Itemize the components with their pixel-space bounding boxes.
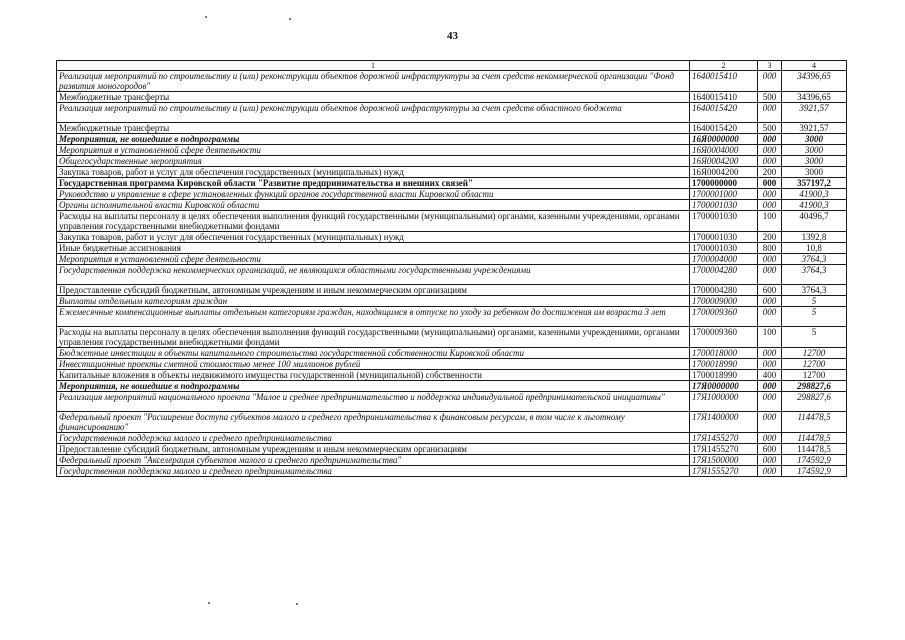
table-row (57, 307, 847, 327)
row-amount-cell: 12700 (782, 348, 847, 359)
row-amount-cell: 41900,3 (782, 200, 847, 211)
row-code-cell: 1700018000 (690, 348, 758, 359)
row-code-cell: 16Я0000000 (690, 134, 758, 145)
row-code-cell: 1700001030 (690, 200, 758, 211)
row-code-cell: 17Я1555270 (690, 466, 758, 477)
row-code-cell: 17Я1455270 (690, 444, 758, 455)
table-row (57, 327, 847, 348)
table-row (57, 134, 847, 145)
table-row (57, 189, 847, 200)
table-row (57, 123, 847, 134)
row-code-cell: 1640015410 (690, 92, 758, 103)
table-row (57, 412, 847, 433)
row-amount-cell: 3000 (782, 167, 847, 178)
row-code-cell: 1640015420 (690, 123, 758, 134)
table-row (57, 285, 847, 296)
row-code-cell: 1700018990 (690, 359, 758, 370)
row-type-cell: 000 (758, 455, 782, 466)
row-amount-cell: 3921,57 (782, 123, 847, 134)
row-amount-cell: 34396,65 (782, 71, 847, 92)
row-code-cell: 1700001030 (690, 232, 758, 243)
table-row (57, 433, 847, 444)
row-amount-cell: 1392,8 (782, 232, 847, 243)
scan-speck (296, 603, 298, 605)
row-amount-cell: 174592,9 (782, 466, 847, 477)
row-amount-cell: 3000 (782, 134, 847, 145)
row-code-cell: 17Я1455270 (690, 433, 758, 444)
row-name-cell: Бюджетные инвестиции в объекты капитального строительства государственной собственности Кировской области (57, 348, 690, 359)
row-type-cell: 400 (758, 370, 782, 381)
table-row (57, 92, 847, 103)
table-row (57, 200, 847, 211)
header-cell-2: 2 (690, 61, 758, 71)
row-amount-cell: 12700 (782, 370, 847, 381)
table-row (57, 103, 847, 123)
table-row (57, 359, 847, 370)
table-row (57, 254, 847, 265)
row-name-cell: Реализация мероприятий по строительству и (или) реконструкции объектов дорожной инфраструктуры за счет средств некоммерческой организации "Фонд развития моногородов" (57, 71, 690, 92)
row-amount-cell: 298827,6 (782, 381, 847, 392)
table-row (57, 444, 847, 455)
table-header-row (57, 61, 847, 71)
row-amount-cell: 357197,2 (782, 178, 847, 189)
row-type-cell: 000 (758, 265, 782, 285)
row-amount-cell: 3000 (782, 156, 847, 167)
row-name-cell: Межбюджетные трансферты (57, 123, 690, 134)
row-type-cell: 200 (758, 167, 782, 178)
table-row (57, 178, 847, 189)
row-type-cell: 000 (758, 412, 782, 433)
row-amount-cell: 10,8 (782, 243, 847, 254)
row-name-cell: Расходы на выплаты персоналу в целях обеспечения выполнения функций государственными (муниципальными) органами, казенными учреждениями, органами управления государственными внебюджетными фондами (57, 327, 690, 348)
row-name-cell: Капитальные вложения в объекты недвижимого имущества государственной (муниципальной) собственности (57, 370, 690, 381)
row-type-cell: 000 (758, 71, 782, 92)
row-name-cell: Руководство и управление в сфере установленных функций органов государственной власти Кировской области (57, 189, 690, 200)
row-name-cell: Расходы на выплаты персоналу в целях обеспечения выполнения функций государственными (муниципальными) органами, казенными учреждениями, органами управления государственными внебюджетными фондами (57, 211, 690, 232)
row-name-cell: Федеральный проект "Акселерация субъектов малого и среднего предпринимательства" (57, 455, 690, 466)
scan-speck (289, 18, 291, 20)
row-type-cell: 000 (758, 433, 782, 444)
table-row (57, 71, 847, 92)
row-type-cell: 000 (758, 348, 782, 359)
row-amount-cell: 5 (782, 296, 847, 307)
table-row (57, 370, 847, 381)
row-name-cell: Предоставление субсидий бюджетным, автономным учреждениям и иным некоммерческим организациям (57, 444, 690, 455)
row-name-cell: Федеральный проект "Расширение доступа субъектов малого и среднего предпринимательства к финансовым ресурсам, в том числе к льготному финансированию" (57, 412, 690, 433)
row-name-cell: Закупка товаров, работ и услуг для обеспечения государственных (муниципальных) нужд (57, 232, 690, 243)
row-amount-cell: 3000 (782, 145, 847, 156)
row-name-cell: Инвестиционные проекты сметной стоимостью менее 100 миллионов рублей (57, 359, 690, 370)
row-type-cell: 000 (758, 466, 782, 477)
row-code-cell: 16Я0004000 (690, 145, 758, 156)
budget-table (56, 60, 847, 477)
row-code-cell: 1700004280 (690, 285, 758, 296)
row-amount-cell: 174592,9 (782, 455, 847, 466)
table-row (57, 232, 847, 243)
row-type-cell: 200 (758, 232, 782, 243)
header-cell-1: 1 (57, 61, 690, 71)
row-type-cell: 000 (758, 381, 782, 392)
row-name-cell: Мероприятия в установленной сфере деятельности (57, 145, 690, 156)
page-number: 43 (447, 30, 458, 42)
row-type-cell: 000 (758, 189, 782, 200)
table-row (57, 156, 847, 167)
table-row (57, 211, 847, 232)
row-code-cell: 1700004000 (690, 254, 758, 265)
row-code-cell: 17Я1400000 (690, 412, 758, 433)
row-name-cell: Мероприятия в установленной сфере деятельности (57, 254, 690, 265)
row-type-cell: 000 (758, 200, 782, 211)
row-name-cell: Государственная поддержка малого и среднего предпринимательства (57, 466, 690, 477)
table-row (57, 392, 847, 412)
row-code-cell: 1700009360 (690, 327, 758, 348)
table-row (57, 381, 847, 392)
row-name-cell: Органы исполнительной власти Кировской области (57, 200, 690, 211)
row-type-cell: 000 (758, 392, 782, 412)
table-row (57, 265, 847, 285)
row-type-cell: 100 (758, 211, 782, 232)
row-name-cell: Реализация мероприятий национального проекта "Малое и среднее предпринимательство и поддержка индивидуальной предпринимательской инициативы" (57, 392, 690, 412)
row-name-cell: Межбюджетные трансферты (57, 92, 690, 103)
row-type-cell: 000 (758, 134, 782, 145)
row-amount-cell: 298827,6 (782, 392, 847, 412)
row-name-cell: Ежемесячные компенсационные выплаты отдельным категориям граждан, находящимся в отпуске по уходу за ребенком до достижения им возраста 3 лет (57, 307, 690, 327)
row-name-cell: Государственная поддержка некоммерческих организаций, не являющихся областными государственными учреждениями (57, 265, 690, 285)
row-name-cell: Мероприятия, не вошедшие в подпрограммы (57, 381, 690, 392)
row-amount-cell: 5 (782, 327, 847, 348)
row-amount-cell: 3764,3 (782, 254, 847, 265)
table-row (57, 145, 847, 156)
table-row (57, 296, 847, 307)
row-type-cell: 000 (758, 307, 782, 327)
header-cell-4: 4 (782, 61, 847, 71)
row-type-cell: 500 (758, 92, 782, 103)
row-type-cell: 000 (758, 145, 782, 156)
row-type-cell: 000 (758, 296, 782, 307)
row-code-cell: 1700001000 (690, 189, 758, 200)
row-amount-cell: 114478,5 (782, 433, 847, 444)
table-row (57, 455, 847, 466)
row-type-cell: 100 (758, 327, 782, 348)
row-amount-cell: 40496,7 (782, 211, 847, 232)
scan-speck (208, 602, 210, 604)
row-amount-cell: 114478,5 (782, 444, 847, 455)
row-code-cell: 16Я0004200 (690, 167, 758, 178)
row-name-cell: Предоставление субсидий бюджетным, автономным учреждениям и иным некоммерческим организациям (57, 285, 690, 296)
table-row (57, 243, 847, 254)
row-code-cell: 1640015420 (690, 103, 758, 123)
row-code-cell: 1700000000 (690, 178, 758, 189)
table-row (57, 466, 847, 477)
row-name-cell: Государственная поддержка малого и среднего предпринимательства (57, 433, 690, 444)
row-code-cell: 1700009000 (690, 296, 758, 307)
row-code-cell: 1700001030 (690, 211, 758, 232)
row-amount-cell: 34396,65 (782, 92, 847, 103)
row-name-cell: Реализация мероприятий по строительству и (или) реконструкции объектов дорожной инфраструктуры за счет средств областного бюджета (57, 103, 690, 123)
row-code-cell: 17Я0000000 (690, 381, 758, 392)
row-name-cell: Государственная программа Кировской области "Развитие предпринимательства и внешних связей" (57, 178, 690, 189)
row-code-cell: 1700004280 (690, 265, 758, 285)
row-name-cell: Закупка товаров, работ и услуг для обеспечения государственных (муниципальных) нужд (57, 167, 690, 178)
row-type-cell: 600 (758, 285, 782, 296)
row-code-cell: 16Я0004200 (690, 156, 758, 167)
row-name-cell: Иные бюджетные ассигнования (57, 243, 690, 254)
row-type-cell: 000 (758, 254, 782, 265)
row-name-cell: Выплаты отдельным категориям граждан (57, 296, 690, 307)
row-amount-cell: 3764,3 (782, 265, 847, 285)
row-type-cell: 500 (758, 123, 782, 134)
row-code-cell: 17Я1000000 (690, 392, 758, 412)
row-type-cell: 000 (758, 178, 782, 189)
row-name-cell: Мероприятия, не вошедшие в подпрограммы (57, 134, 690, 145)
scan-speck (205, 16, 207, 18)
row-amount-cell: 3764,3 (782, 285, 847, 296)
row-amount-cell: 5 (782, 307, 847, 327)
table-row (57, 348, 847, 359)
table-row (57, 167, 847, 178)
row-type-cell: 800 (758, 243, 782, 254)
row-amount-cell: 12700 (782, 359, 847, 370)
row-type-cell: 000 (758, 156, 782, 167)
row-amount-cell: 41900,3 (782, 189, 847, 200)
header-cell-3: 3 (758, 61, 782, 71)
row-code-cell: 1700009360 (690, 307, 758, 327)
row-code-cell: 17Я1500000 (690, 455, 758, 466)
row-code-cell: 1700018990 (690, 370, 758, 381)
row-type-cell: 600 (758, 444, 782, 455)
row-code-cell: 1640015410 (690, 71, 758, 92)
row-type-cell: 000 (758, 359, 782, 370)
row-amount-cell: 114478,5 (782, 412, 847, 433)
row-type-cell: 000 (758, 103, 782, 123)
row-name-cell: Общегосударственные мероприятия (57, 156, 690, 167)
row-code-cell: 1700001030 (690, 243, 758, 254)
row-amount-cell: 3921,57 (782, 103, 847, 123)
